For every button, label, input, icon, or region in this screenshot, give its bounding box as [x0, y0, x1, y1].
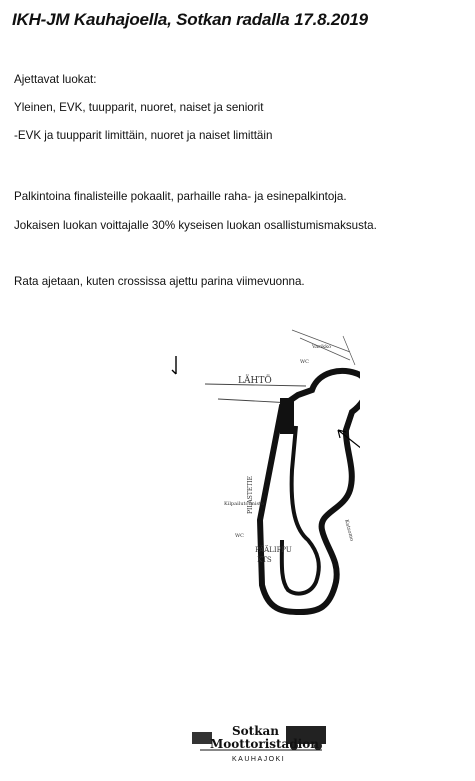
label-start: LÄHTÖ — [238, 376, 272, 386]
label-varikko: Varikko — [312, 344, 332, 350]
label-katsomo: Katsomo — [343, 518, 355, 542]
label-kts: KTS — [257, 556, 272, 564]
classes-note: -EVK ja tuupparit limittäin, nuoret ja naiset limittäin — [14, 129, 273, 142]
logo-line-1: Sotkan — [232, 724, 280, 738]
page-title: IKH-JM Kauhajoella, Sotkan radalla 17.8.2019 — [12, 10, 368, 29]
label-paalippu: PÄÄLIPPU — [255, 546, 292, 554]
prizes-line-2: Jokaisen luokan voittajalle 30% kyseisen luokan osallistumismaksusta. — [14, 219, 377, 232]
pen-mark — [172, 356, 176, 374]
label-pilastetie: PILASTETIE — [247, 476, 254, 514]
track-outline — [260, 371, 360, 612]
prizes-line-1: Palkintoina finalisteille pokaalit, parhaille raha- ja esinepalkintoja. — [14, 190, 347, 203]
logo-line-2: Moottoristadion — [210, 737, 320, 751]
label-wc-1: WC — [300, 359, 309, 365]
track-inner — [282, 426, 319, 594]
track-note: Rata ajetaan, kuten crossissa ajettu parina viimevuonna. — [14, 275, 305, 288]
classes-list: Yleinen, EVK, tuupparit, nuoret, naiset ja seniorit — [14, 101, 264, 114]
label-wc-2: WC — [235, 533, 244, 539]
classes-heading: Ajettavat luokat: — [14, 73, 97, 86]
logo-line-3: KAUHAJOKI — [232, 756, 286, 763]
track-map — [160, 318, 360, 706]
start-block — [280, 398, 294, 434]
label-kilpailutoimisto: Kilpailutoimisto — [224, 501, 265, 507]
